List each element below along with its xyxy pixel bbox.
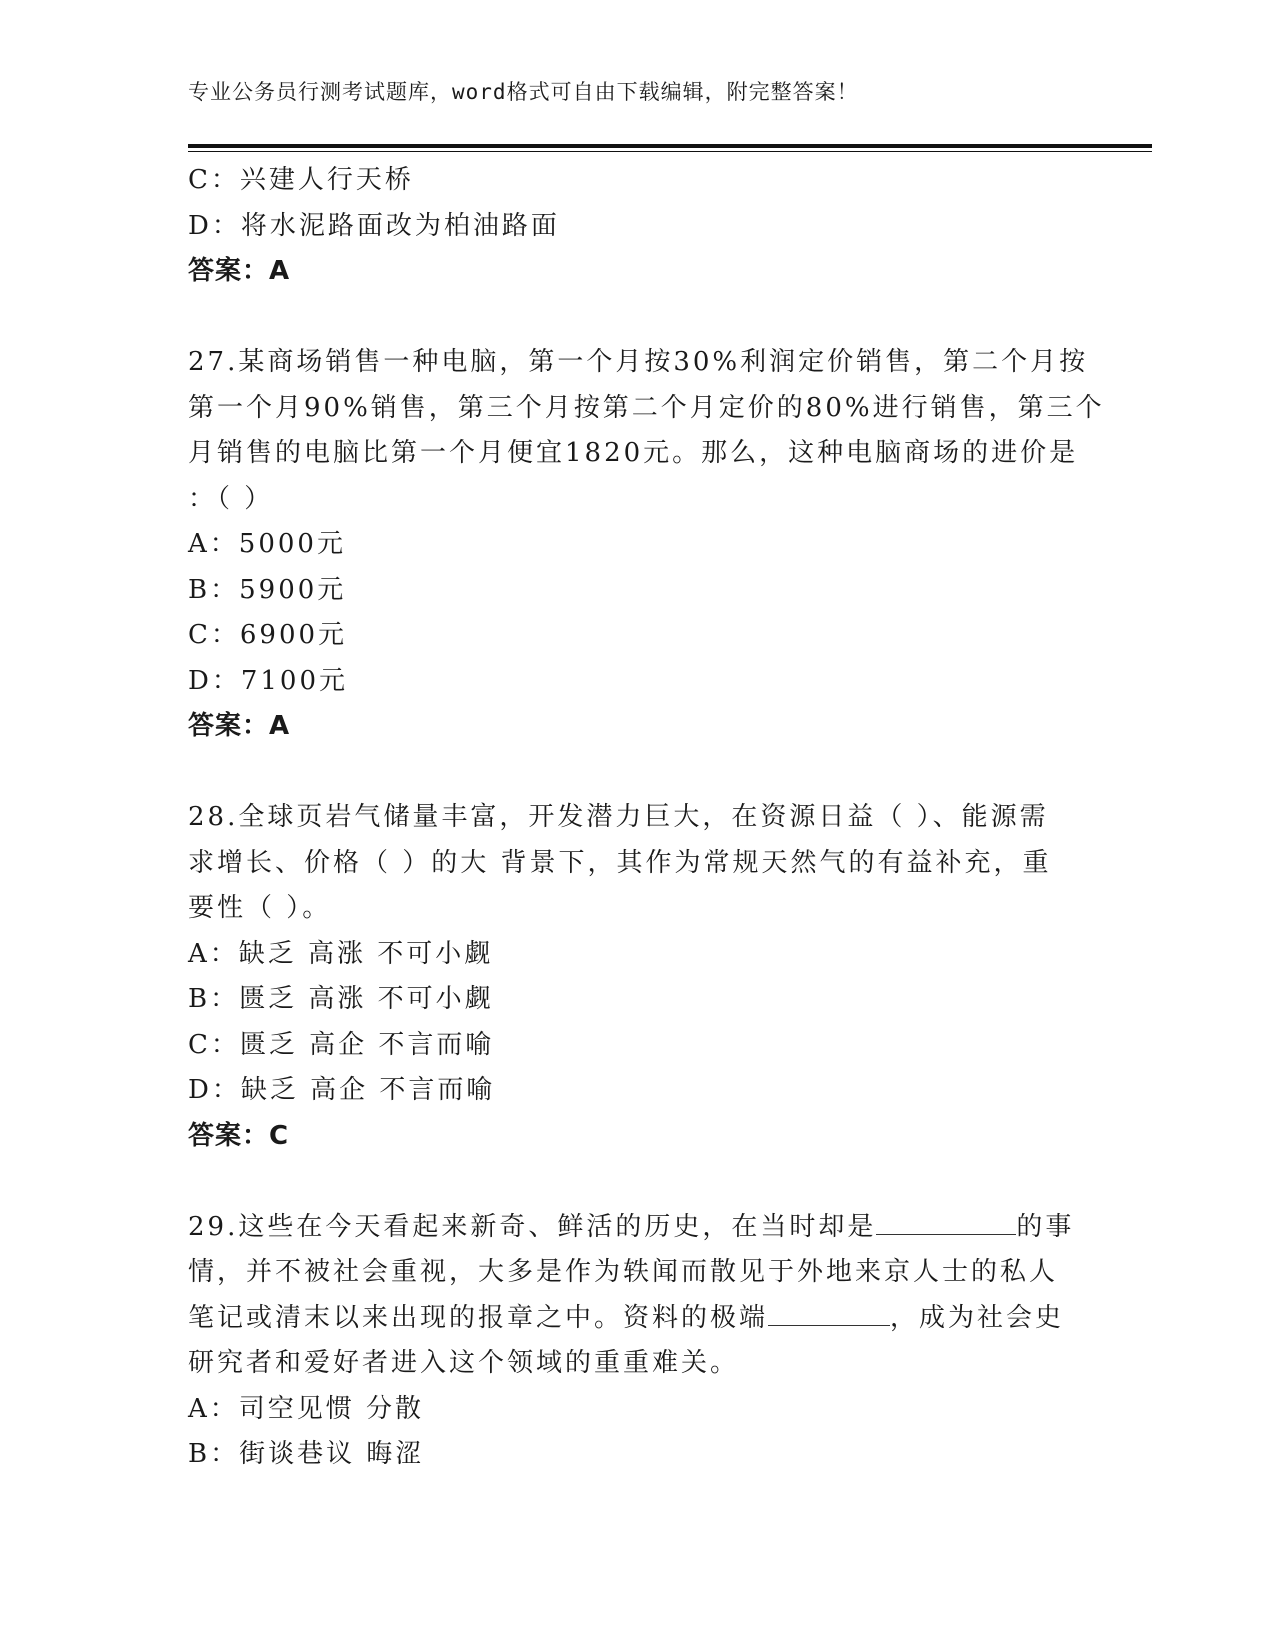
question-stem-line: 月销售的电脑比第一个月便宜1820元。那么，这种电脑商场的进价是 bbox=[188, 438, 1079, 468]
question-stem-line: 研究者和爱好者进入这个领域的重重难关。 bbox=[188, 1348, 740, 1378]
option-a: A：5000元 bbox=[188, 529, 346, 559]
option-c: C：兴建人行天桥 bbox=[188, 165, 414, 195]
option-c: C：6900元 bbox=[188, 620, 348, 650]
page-header: 专业公务员行测考试题库，word格式可自由下载编辑，附完整答案！ bbox=[188, 80, 859, 104]
question-stem-line: 求增长、价格（ ）的大 背景下，其作为常规天然气的有益补充，重 bbox=[188, 847, 1052, 878]
stem-text: 的事 bbox=[1016, 1211, 1075, 1242]
answer: 答案：A bbox=[188, 256, 291, 286]
stem-text: ，成为社会史 bbox=[890, 1302, 1065, 1333]
header-rule-thin bbox=[188, 151, 1152, 152]
question-stem-line bbox=[188, 1296, 1088, 1342]
question-stem-line: 28.全球页岩气储量丰富，开发潜力巨大，在资源日益（ ）、能源需 bbox=[188, 802, 1049, 832]
question-28 bbox=[188, 795, 1088, 1159]
option-d: D：将水泥路面改为柏油路面 bbox=[188, 210, 560, 241]
option-b: B：5900元 bbox=[188, 574, 347, 605]
prev-question bbox=[188, 158, 1088, 295]
fill-blank bbox=[768, 1301, 890, 1326]
option-b: B：街谈巷议 晦涩 bbox=[188, 1439, 425, 1469]
question-27 bbox=[188, 340, 1105, 750]
option-a: A：缺乏 高涨 不可小觑 bbox=[188, 938, 494, 969]
question-stem-line: 情，并不被社会重视，大多是作为轶闻而散见于外地来京人士的私人 bbox=[188, 1257, 1059, 1287]
header-rule-thick bbox=[188, 144, 1152, 148]
question-stem-line bbox=[188, 1205, 1088, 1251]
stem-text: 笔记或清末以来出现的报章之中。资料的极端 bbox=[188, 1302, 769, 1333]
option-d: D：7100元 bbox=[188, 665, 349, 696]
stem-text: 29.这些在今天看起来新奇、鲜活的历史，在当时却是 bbox=[188, 1211, 877, 1242]
option-a: A：司空见惯 分散 bbox=[188, 1393, 425, 1424]
question-stem-line: 要性（ ）。 bbox=[188, 893, 332, 923]
option-c: C：匮乏 高企 不言而喻 bbox=[188, 1029, 495, 1060]
answer: 答案：A bbox=[188, 711, 291, 741]
option-b: B：匮乏 高涨 不可小觑 bbox=[188, 984, 494, 1014]
option-d: D：缺乏 高企 不言而喻 bbox=[188, 1075, 496, 1105]
document-body bbox=[188, 158, 1105, 1478]
question-stem-line: ：（ ） bbox=[188, 483, 274, 514]
question-stem-line: 27.某商场销售一种电脑，第一个月按30%利润定价销售，第二个月按 bbox=[188, 347, 1089, 377]
fill-blank bbox=[876, 1210, 1016, 1235]
answer: 答案：C bbox=[188, 1120, 290, 1151]
question-stem-line: 第一个月90%销售，第三个月按第二个月定价的80%进行销售，第三个 bbox=[188, 392, 1105, 423]
question-29 bbox=[188, 1205, 1088, 1478]
